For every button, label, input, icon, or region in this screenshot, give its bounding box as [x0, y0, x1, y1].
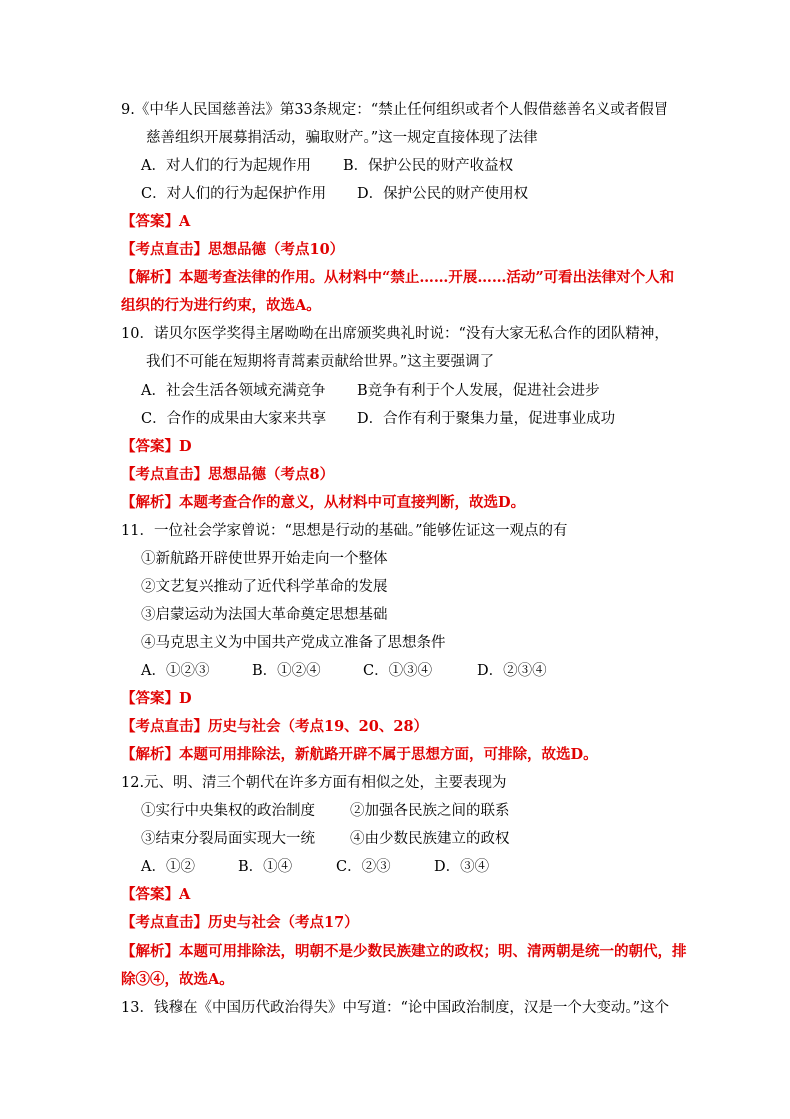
q11-option-d: D．②③④ — [477, 663, 547, 679]
q9-option-c: C．对人们的行为起保护作用 — [141, 186, 327, 202]
q12-point: 【考点直击】历史与社会（考点17） — [121, 914, 359, 931]
q10-option-c: C．合作的成果由大家来共享 — [141, 411, 327, 427]
q9-stem-line2: 慈善组织开展募捐活动，骗取财产。”这一规定直接体现了法律 — [146, 130, 538, 146]
q11-item-2: ②文艺复兴推动了近代科学革命的发展 — [141, 579, 388, 595]
q12-option-d: D．③④ — [434, 859, 490, 875]
q11-item-1: ①新航路开辟使世界开始走向一个整体 — [141, 551, 388, 567]
q12-item-4: ④由少数民族建立的政权 — [350, 831, 510, 847]
q9-option-d: D．保护公民的财产使用权 — [357, 186, 529, 202]
q9-stem-line1: 9.《中华人民国慈善法》第33条规定：“禁止任何组织或者个人假借慈善名义或者假冒 — [121, 102, 669, 118]
q12-option-a: A．①② — [141, 859, 195, 875]
q11-stem-line1: 11．一位社会学家曾说：“思想是行动的基础。”能够佐证这一观点的有 — [121, 523, 568, 539]
q9-option-b: B．保护公民的财产收益权 — [343, 158, 514, 174]
q11-point: 【考点直击】历史与社会（考点19、20、28） — [121, 718, 429, 735]
q10-option-a: A．社会生活各领域充满竞争 — [141, 383, 326, 399]
q11-item-4: ④马克思主义为中国共产党成立准备了思想条件 — [141, 635, 446, 651]
q10-analysis-line1: 【解析】本题考查合作的意义，从材料中可直接判断，故选D。 — [121, 494, 526, 511]
q10-stem-line2: 我们不可能在短期将青蒿素贡献给世界。”这主要强调了 — [146, 354, 495, 370]
q10-stem-line1: 10．诺贝尔医学奖得主屠呦呦在出席颁奖典礼时说：“没有大家无私合作的团队精神， — [121, 326, 669, 342]
q12-analysis-line2: 除③④，故选A。 — [121, 971, 234, 988]
q11-item-3: ③启蒙运动为法国大革命奠定思想基础 — [141, 607, 388, 623]
q10-option-b: B竞争有利于个人发展，促进社会进步 — [357, 383, 600, 399]
q9-analysis-line1: 【解析】本题考查法律的作用。从材料中“禁止……开展……活动”可看出法律对个人和 — [121, 269, 675, 286]
q10-point: 【考点直击】思想品德（考点8） — [121, 466, 335, 483]
q11-analysis-line1: 【解析】本题可用排除法，新航路开辟不属于思想方面，可排除，故选D。 — [121, 746, 598, 763]
q12-stem-line1: 12.元、明、清三个朝代在许多方面有相似之处，主要表现为 — [121, 775, 507, 791]
q9-analysis-line2: 组织的行为进行约束，故选A。 — [121, 297, 321, 314]
q12-option-c: C．②③ — [336, 859, 391, 875]
q9-point: 【考点直击】思想品德（考点10） — [121, 241, 345, 258]
q11-option-c: C．①③④ — [363, 663, 433, 679]
q12-item-3: ③结束分裂局面实现大一统 — [141, 831, 315, 847]
q9-option-a: A．对人们的行为起规作用 — [141, 158, 311, 174]
q10-answer: 【答案】D — [121, 438, 192, 455]
q11-option-b: B．①②④ — [252, 663, 321, 679]
q9-answer: 【答案】A — [121, 213, 191, 230]
q12-option-b: B．①④ — [238, 859, 293, 875]
q13-stem-line1: 13．钱穆在《中国历代政治得失》中写道：“论中国政治制度，汉是一个大变动。”这个 — [121, 1000, 670, 1016]
q12-answer: 【答案】A — [121, 886, 191, 903]
q12-item-1: ①实行中央集权的政治制度 — [141, 803, 315, 819]
q11-option-a: A．①②③ — [141, 663, 210, 679]
q12-item-2: ②加强各民族之间的联系 — [350, 803, 510, 819]
q11-answer: 【答案】D — [121, 690, 192, 707]
q12-analysis-line1: 【解析】本题可用排除法，明朝不是少数民族建立的政权；明、清两朝是统一的朝代，排 — [121, 943, 687, 960]
q10-option-d: D．合作有利于聚集力量，促进事业成功 — [357, 411, 616, 427]
